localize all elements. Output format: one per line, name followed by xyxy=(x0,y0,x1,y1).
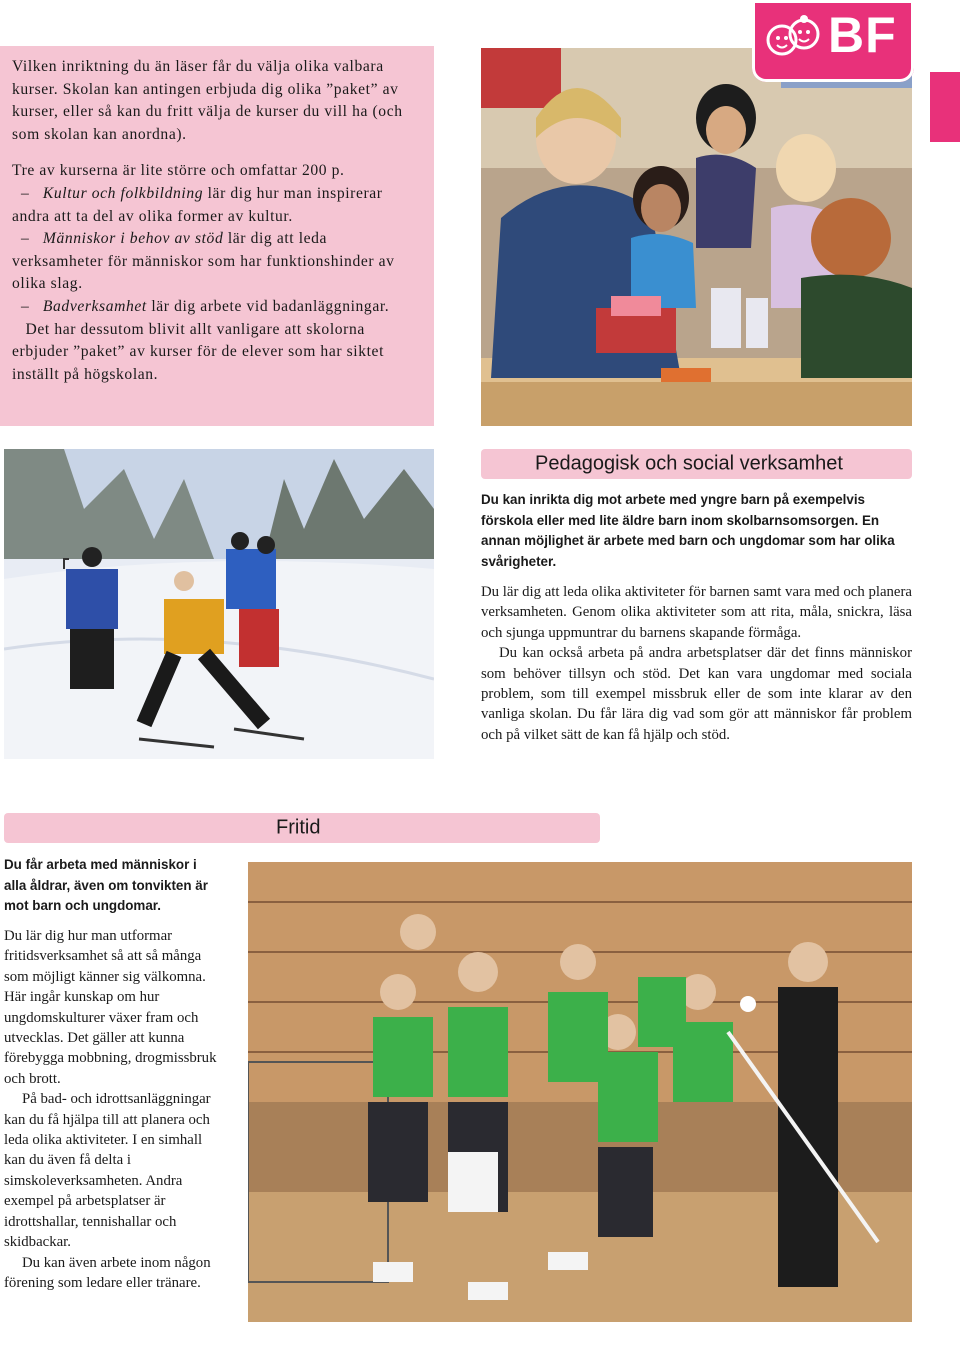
side-tab-marker xyxy=(930,72,960,142)
fritid-paragraph-3: Du kan även arbete inom någon förening som ledare eller tränare. xyxy=(4,1254,211,1291)
course-title: Kultur och folkbildning xyxy=(42,184,204,202)
course-title: Badverksamhet xyxy=(42,297,147,315)
heading-text: Fritid xyxy=(276,816,321,839)
pedagogisk-paragraph-1: Du lär dig att leda olika aktiviteter för barnen samt vara med och planera verksamheten. Genom olika aktiviteter som att rita, måla, snickra, läsa och sjunga uppmuntrar du barnens skapande förmåga. xyxy=(481,584,912,641)
pedagogisk-intro: Du kan inrikta dig mot arbete med yngre barn på exempelvis förskola eller med lite äldre barn inom skolbarnsomsorgen. En annan möjlighet är arbete med barn och ungdomar som har olika svårigheter. xyxy=(481,492,895,569)
intro-paragraph-3-text: Det har dessutom blivit allt vanligare att skolorna erbjuder ”paket” av kurser för de elever som har siktet inställt på högskolan. xyxy=(12,320,385,383)
section-heading-fritid xyxy=(4,813,600,843)
course-text: lär dig att leda verksamheter för människor som har funktionshinder av olika slag. xyxy=(12,230,395,293)
logo-text: BF xyxy=(828,7,897,63)
section-heading-pedagogisk xyxy=(481,449,912,479)
pedagogisk-body xyxy=(481,582,912,745)
course-item-bad xyxy=(12,296,422,319)
dash: – xyxy=(21,230,30,248)
fritid-paragraph-2: På bad- och idrottsanläggningar kan du få hjälpa till att planera och leda olika aktiviteter. I en simhall kan du även få delta i simskoleverksamheten. Andra exempel på arbetsplatser är idrottshallar, tennishallar och skidbackar. xyxy=(4,1091,211,1251)
intro-paragraph-2: Tre av kurserna är lite större och omfattar 200 p. xyxy=(12,162,345,180)
course-item-kultur xyxy=(12,183,422,228)
pedagogisk-paragraph-2: Du kan också arbeta på andra arbetsplatser där det finns människor som behöver tillsyn och stöd. Det kan vara ungdomar med sociala problem, som till exempel missbruk eller de som inte klarar av den vanliga skolan. Du får lära dig vad som gör att människor får problem och på vilket sätt de kan få hjälp och stöd. xyxy=(481,645,912,743)
course-text: lär dig hur man inspirerar andra att ta del av olika former av kultur. xyxy=(12,184,383,225)
bf-logo xyxy=(752,0,914,82)
intro-paragraph-1: Vilken inriktning du än läser får du välja olika valbara kurser. Skolan kan antingen erbjuda dig olika ”paket” av kurser, eller så kan du fritt välja de kurser du vill ha (och som skolan kan anordna). xyxy=(12,58,403,143)
intro-paragraph-3 xyxy=(12,319,422,387)
children-faces-icon xyxy=(764,14,824,68)
course-item-stod xyxy=(12,228,422,296)
fritid-intro: Du får arbeta med människor i alla åldrar, även om tonvikten är mot barn och ungdomar. xyxy=(4,857,208,913)
skiing-photo xyxy=(4,449,434,759)
intro-box xyxy=(0,46,434,426)
heading-text: Pedagogisk och social verksamhet xyxy=(535,452,843,475)
dash: – xyxy=(21,297,30,315)
preschool-photo xyxy=(481,48,912,426)
dash: – xyxy=(21,184,30,202)
course-title: Människor i behov av stöd xyxy=(42,230,224,248)
fritid-paragraph-1: Du lär dig hur man utformar fritidsverksamhet så att så många som möjligt känner sig välkomna. Här ingår kunskap om hur ungdomskulturer växer fram och utvecklas. Det gäller att kunna förebygga mobbning, drogmissbruk och brott. xyxy=(4,928,217,1087)
fritid-body xyxy=(4,926,222,1293)
course-text: lär dig arbete vid badanläggningar. xyxy=(146,297,390,315)
floorball-photo xyxy=(248,862,912,1322)
